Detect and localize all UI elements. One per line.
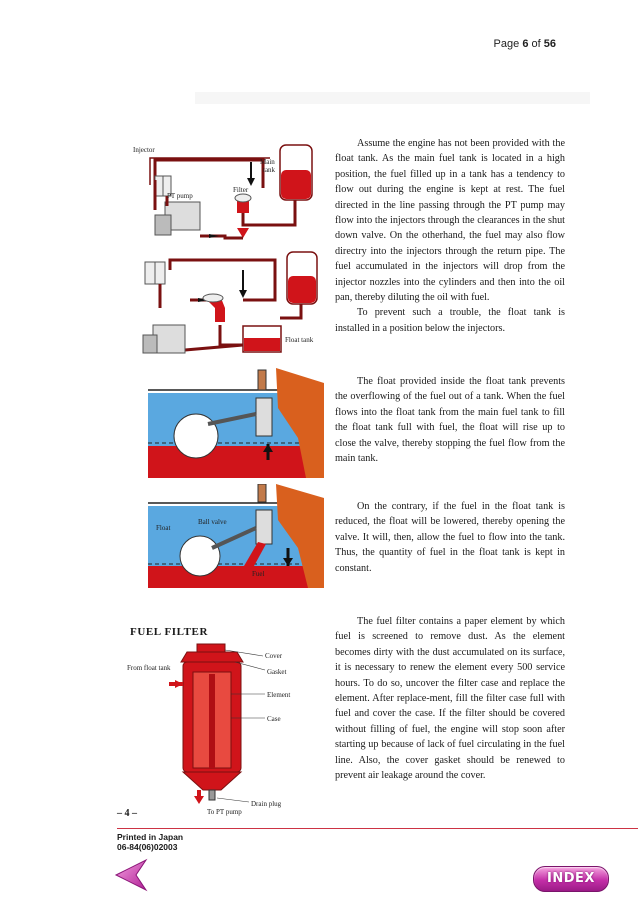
float-label: Float: [156, 524, 171, 532]
book-page-number: – 4 –: [117, 808, 137, 819]
paragraph-no-float-tank: [335, 136, 565, 336]
footer-divider: [117, 828, 638, 829]
page-total: 56: [543, 38, 556, 50]
paragraph-4: On the contrary, if the fuel in the float tank is reduced, the float will be lowered, thereby opening the valve. It will, then, allow the fuel to flow into the tank. Thus, the quantity of fuel in the float tank is kept in constant.: [335, 501, 565, 574]
paragraph-fuel-filter: [335, 614, 565, 783]
fuel-label: Fuel: [252, 570, 265, 578]
faded-scan-band: [195, 92, 590, 104]
paragraph-3: The float provided inside the float tank prevents the overflowing of the fuel out of a tank. When the fuel flows into the float tank from the main fuel tank to fill the float tank full with fuel, the float will rise up to close the valve, thereby stopping the fuel flow from the main tank.: [335, 376, 565, 465]
float-tank-open-diagram: [148, 484, 324, 588]
page-counter: [494, 38, 556, 50]
to-pt-pump-label: To PT pump: [207, 808, 242, 816]
fuel-system-diagram: [125, 140, 330, 360]
float-tank-closed-diagram: [148, 368, 324, 478]
gasket-label: Gasket: [267, 668, 287, 676]
printed-line-2: 06-84(06)02003: [117, 842, 178, 852]
element-label: Element: [267, 691, 291, 699]
paragraph-5: The fuel filter contains a paper element by which fuel is screened to remove dust. As the element becomes dirty with the dust accumulated on its surface, it is necessary to renew the element every 500 service hours. To do so, uncover the filter case and replace the element. After replace-ment, fill the filter case full with fuel and cover the case. If the filter should be covered without filling of fuel, the engine will stop soon after starting up because of lack of fuel circulating in the fuel line. Also, the cover gasket should be renewed to prevent air leakage around the cover.: [335, 616, 565, 782]
triangle-left-icon[interactable]: [114, 858, 150, 892]
printed-info: [117, 832, 183, 852]
case-label: Case: [267, 715, 281, 723]
from-float-tank-label: From float tank: [127, 664, 171, 672]
injector-label: Injector: [133, 146, 155, 154]
fuel-filter-heading: FUEL FILTER: [130, 626, 209, 638]
printed-line-1: Printed in Japan: [117, 832, 184, 842]
page-prefix: Page: [493, 38, 520, 50]
drain-plug-label: Drain plug: [251, 800, 282, 808]
paragraph-1: Assume the engine has not been provided with the float tank. As the main fuel tank is located in a high position, the fuel filled up in a tank has a tendency to flow out during the engine is kept at rest. The fuel directed in the line passing through the PT pump may flow into the injectors through the clearances in the shut down valve. On the otherhand, the fuel may also flow directry into the injectors through the return pipe. The fuel accumulated in the injectors will drop from the injector nozzles into the cylinders and then into the oil pan, thereby diluting the oil with fuel.: [335, 138, 565, 304]
fuel-filter-diagram: [125, 638, 310, 818]
cover-label: Cover: [265, 652, 283, 660]
paragraph-2: To prevent such a trouble, the float tank is installed in a position below the injectors.: [335, 307, 565, 334]
ball-valve-label: Ball valve: [198, 518, 227, 526]
paragraph-float-opening: [335, 499, 565, 576]
page-current: 6: [522, 38, 529, 50]
pt-pump-label: PT pump: [167, 192, 193, 200]
index-button[interactable]: INDEX: [533, 866, 609, 892]
paragraph-float-closing: [335, 374, 565, 466]
float-tank-label: Float tank: [285, 336, 314, 344]
page-of: of: [531, 38, 541, 50]
main-tank-label-1: Main: [260, 158, 275, 166]
filter-label: Filter: [233, 186, 249, 194]
main-tank-label-2: tank: [263, 166, 276, 174]
